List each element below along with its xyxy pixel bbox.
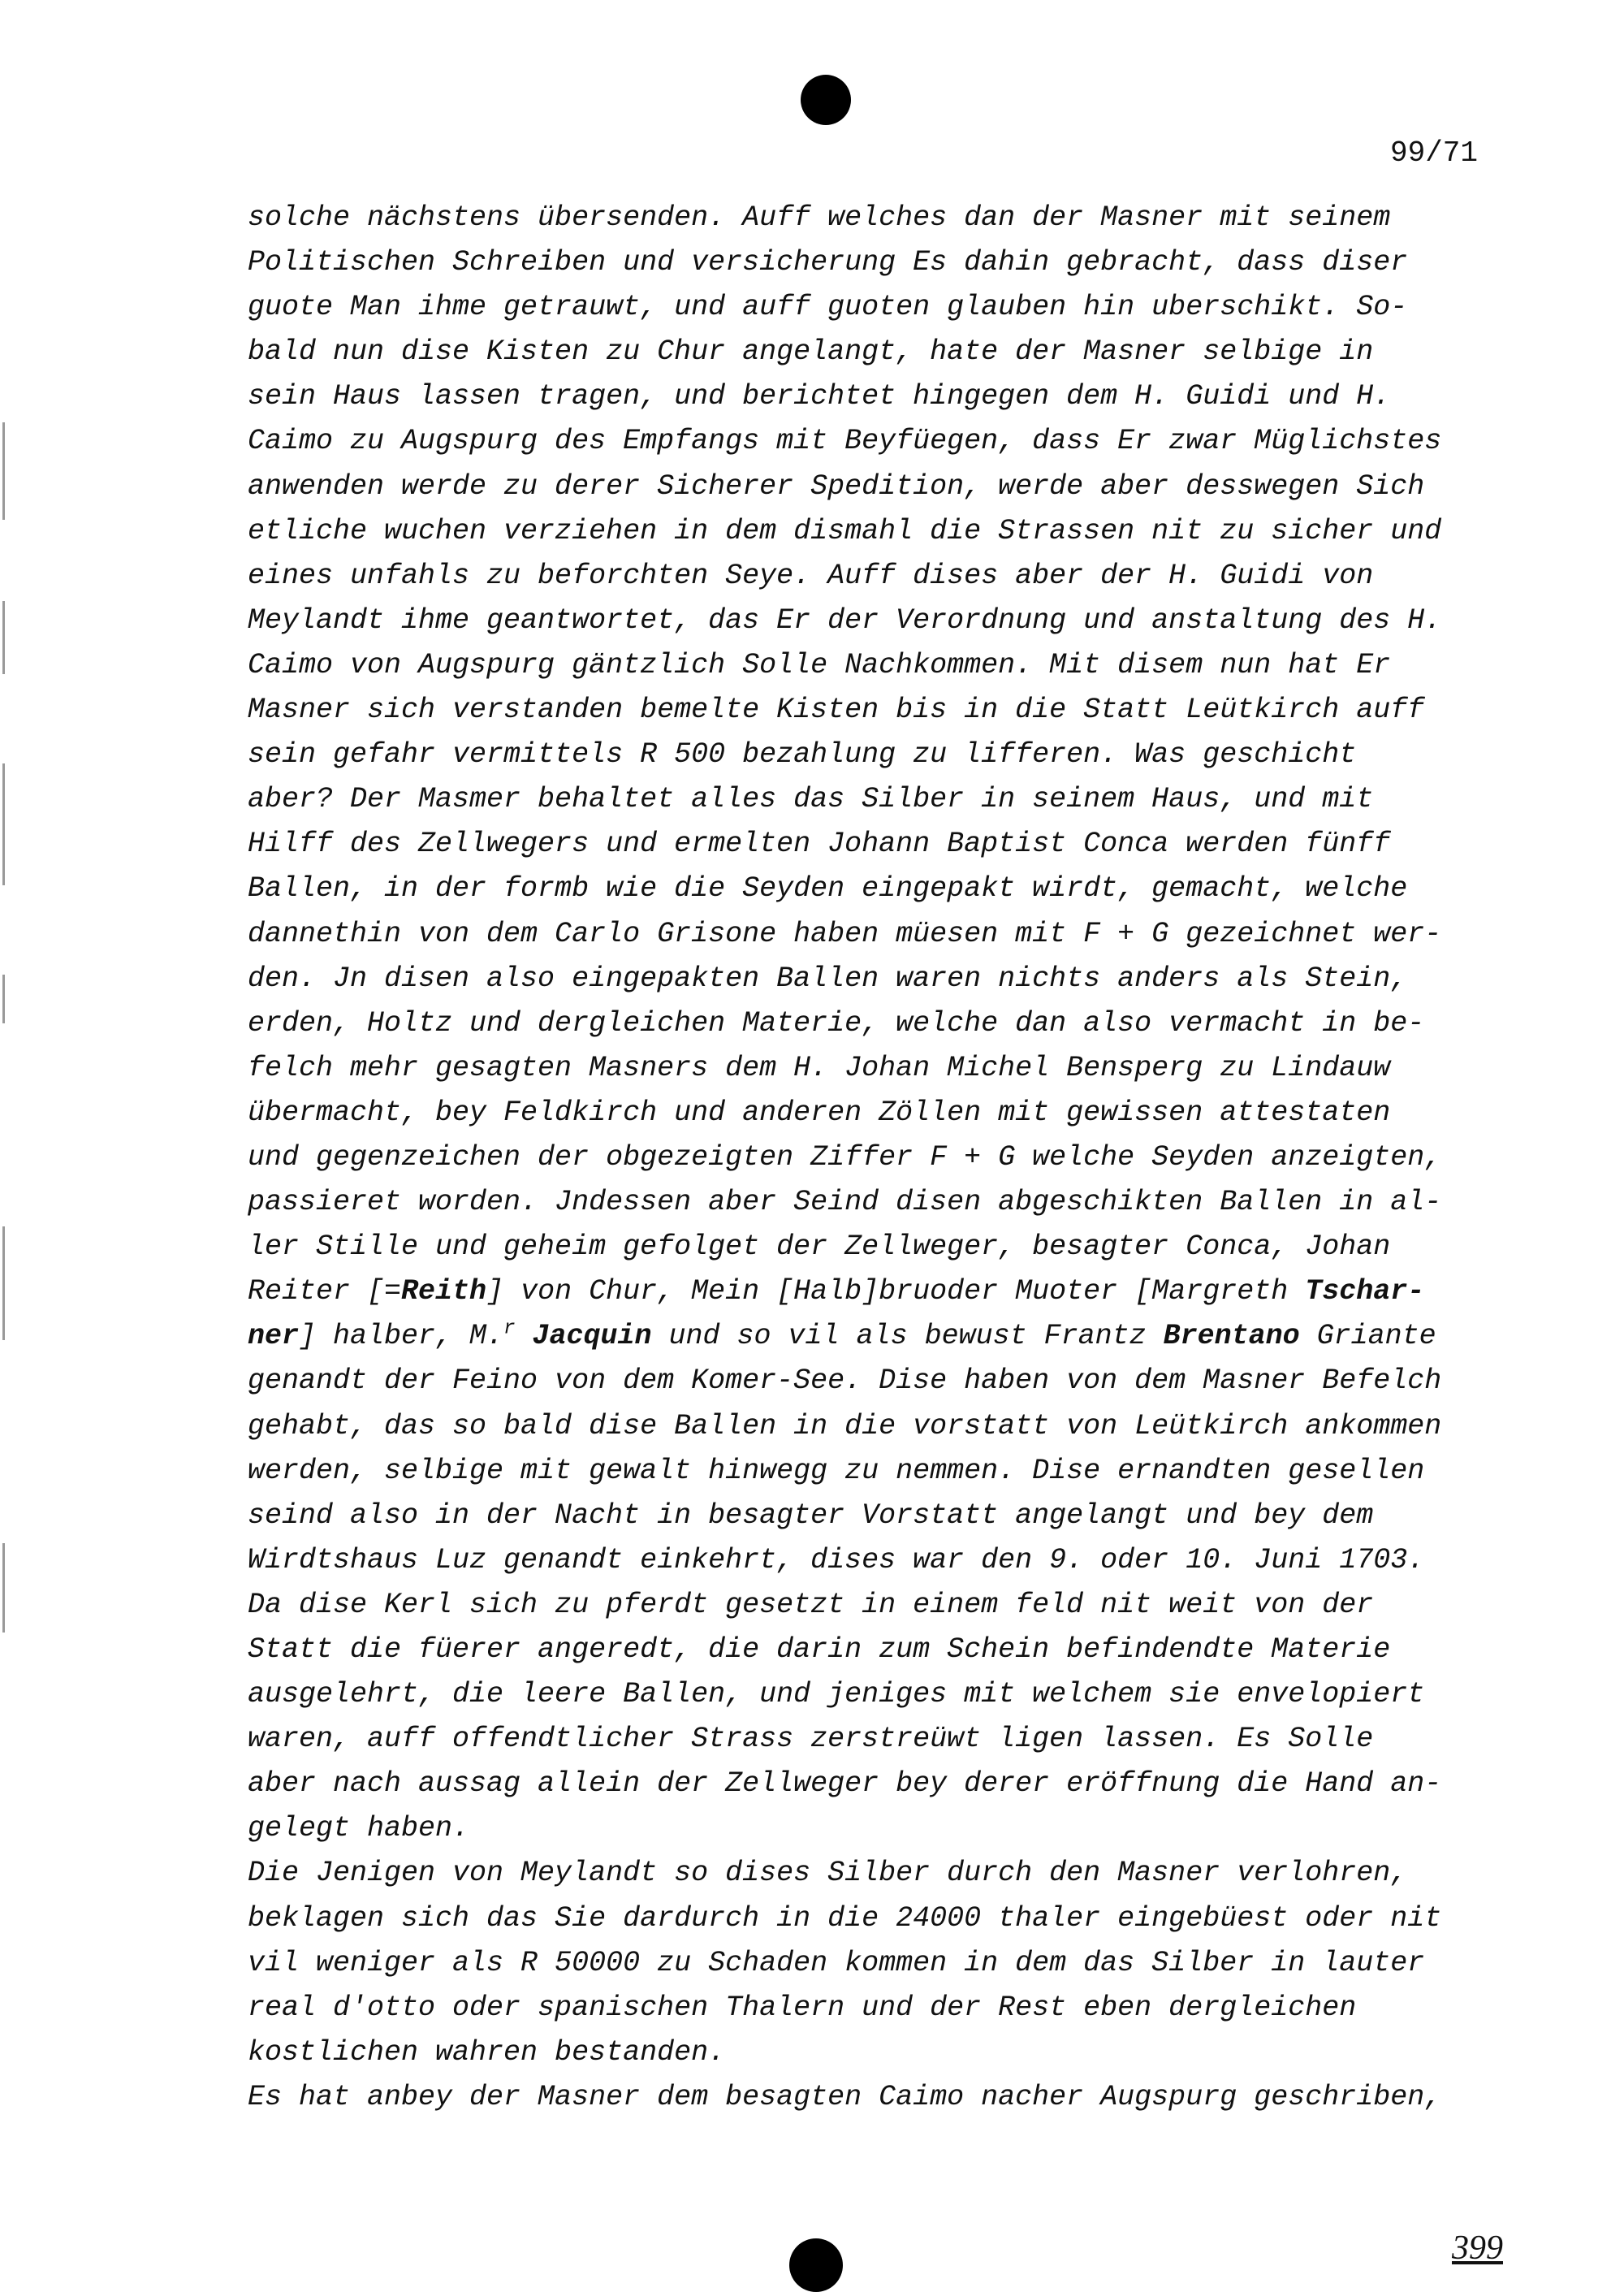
text-segment: etliche wuchen verziehen in dem dismahl die Strassen nit zu sicher und bbox=[248, 514, 1442, 547]
text-line bbox=[248, 1986, 1514, 2030]
text-line bbox=[248, 330, 1514, 374]
text-segment: sein gefahr vermittels R 500 bezahlung zu lifferen. Was geschicht bbox=[248, 738, 1357, 772]
text-segment: Es hat anbey der Masner dem besagten Caimo nacher Augspurg geschriben, bbox=[248, 2080, 1442, 2113]
text-line bbox=[248, 1851, 1514, 1896]
text-segment: vil weniger als R 50000 zu Schaden kommen in dem das Silber in lauter bbox=[248, 1946, 1425, 1979]
text-segment: Griante bbox=[1299, 1320, 1436, 1353]
text-line bbox=[248, 285, 1514, 330]
text-segment: ] halber, M. bbox=[299, 1320, 504, 1353]
text-line bbox=[248, 1896, 1514, 1941]
text-segment: waren, auff offendtlicher Strass zerstreüwt ligen lassen. Es Solle bbox=[248, 1723, 1374, 1756]
text-line bbox=[248, 1941, 1514, 1986]
text-line bbox=[248, 822, 1514, 867]
transcribed-text-body bbox=[248, 196, 1514, 2120]
text-line bbox=[248, 1538, 1514, 1583]
page-number: 99/71 bbox=[1390, 136, 1479, 170]
text-line bbox=[248, 1494, 1514, 1538]
text-segment: ler Stille und geheim gefolget der Zellweger, besagter Conca, Johan bbox=[248, 1230, 1391, 1264]
bold-name: Jacquin bbox=[532, 1320, 652, 1353]
text-segment: Meylandt ihme geantwortet, das Er der Verordnung und anstaltung des H. bbox=[248, 603, 1442, 637]
text-line bbox=[248, 1046, 1514, 1091]
text-segment: Da dise Kerl sich zu pferdt gesetzt in einem feld nit weit von der bbox=[248, 1588, 1374, 1621]
text-segment: gehabt, das so bald dise Ballen in die vorstatt von Leütkirch ankommen bbox=[248, 1409, 1442, 1442]
text-line bbox=[248, 1806, 1514, 1851]
text-segment: seind also in der Nacht in besagter Vorstatt angelangt und bey dem bbox=[248, 1498, 1374, 1532]
text-segment: sein Haus lassen tragen, und berichtet hingegen dem H. Guidi und H. bbox=[248, 380, 1391, 413]
text-line bbox=[248, 733, 1514, 777]
text-line bbox=[248, 1449, 1514, 1494]
text-segment: anwenden werde zu derer Sicherer Spedition, werde aber desswegen Sich bbox=[248, 469, 1425, 503]
text-line bbox=[248, 957, 1514, 1001]
handwritten-folio-number: 399 bbox=[1452, 2229, 1503, 2267]
text-line bbox=[248, 643, 1514, 688]
text-line bbox=[248, 419, 1514, 464]
bold-name: Reith bbox=[401, 1275, 487, 1308]
text-line bbox=[248, 196, 1514, 240]
text-segment: beklagen sich das Sie dardurch in die 24000 thaler eingebüest oder nit bbox=[248, 1901, 1442, 1935]
text-segment: und so vil als bewust Frantz bbox=[651, 1320, 1164, 1353]
text-line bbox=[248, 688, 1514, 733]
text-line bbox=[248, 1672, 1514, 1717]
text-segment: Politischen Schreiben und versicherung Es dahin gebracht, dass diser bbox=[248, 246, 1408, 279]
text-line bbox=[248, 1628, 1514, 1672]
text-line bbox=[248, 1135, 1514, 1180]
text-segment: Wirdtshaus Luz genandt einkehrt, dises war den 9. oder 10. Juni 1703. bbox=[248, 1543, 1425, 1576]
text-segment: Statt die füerer angeredt, die darin zum Schein befindendte Materie bbox=[248, 1633, 1391, 1666]
text-line bbox=[248, 1001, 1514, 1046]
text-line bbox=[248, 1269, 1514, 1314]
text-line bbox=[248, 1583, 1514, 1628]
text-segment: gelegt haben. bbox=[248, 1812, 470, 1845]
text-segment: guote Man ihme getrauwt, und auff guoten glauben hin uberschikt. So- bbox=[248, 291, 1408, 324]
text-line bbox=[248, 465, 1514, 509]
text-segment: und gegenzeichen der obgezeigten Ziffer F + G welche Seyden anzeigten, bbox=[248, 1140, 1442, 1174]
text-line bbox=[248, 554, 1514, 599]
text-segment: aber? Der Masmer behaltet alles das Silber in seinem Haus, und mit bbox=[248, 783, 1374, 816]
superscript: r bbox=[503, 1317, 516, 1340]
text-segment: ] von Chur, Mein [Halb]bruoder Muoter [Margreth bbox=[486, 1275, 1306, 1308]
text-segment: aber nach aussag allein der Zellweger bey derer eröffnung die Hand an- bbox=[248, 1767, 1442, 1801]
text-segment: real d'otto oder spanischen Thalern und der Rest eben dergleichen bbox=[248, 1991, 1357, 2024]
text-segment: Hilff des Zellwegers und ermelten Johann Baptist Conca werden fünff bbox=[248, 828, 1391, 861]
text-line bbox=[248, 599, 1514, 643]
text-line bbox=[248, 1359, 1514, 1403]
text-segment: kostlichen wahren bestanden. bbox=[248, 2035, 726, 2069]
text-segment: passieret worden. Jndessen aber Seind disen abgeschikten Ballen in al- bbox=[248, 1186, 1442, 1219]
text-line bbox=[248, 1762, 1514, 1806]
text-segment: Ballen, in der formb wie die Seyden eingepakt wirdt, gemacht, welche bbox=[248, 872, 1408, 906]
text-line bbox=[248, 912, 1514, 957]
bold-name: Tschar- bbox=[1305, 1275, 1425, 1308]
text-line bbox=[248, 777, 1514, 822]
text-line bbox=[248, 1091, 1514, 1135]
text-line bbox=[248, 509, 1514, 554]
text-line bbox=[248, 240, 1514, 285]
text-segment: felch mehr gesagten Masners dem H. Johan Michel Bensperg zu Lindauw bbox=[248, 1051, 1391, 1084]
text-segment: übermacht, bey Feldkirch und anderen Zöllen mit gewissen attestaten bbox=[248, 1096, 1391, 1129]
text-segment: Reiter [= bbox=[248, 1275, 402, 1308]
text-segment: bald nun dise Kisten zu Chur angelangt, hate der Masner selbige in bbox=[248, 335, 1374, 369]
text-segment: solche nächstens übersenden. Auff welches dan der Masner mit seinem bbox=[248, 201, 1391, 234]
text-segment: genandt der Feino von dem Komer-See. Dise haben von dem Masner Befelch bbox=[248, 1364, 1442, 1398]
text-segment: den. Jn disen also eingepakten Ballen waren nichts anders als Stein, bbox=[248, 962, 1408, 995]
punch-hole-bottom bbox=[789, 2238, 843, 2292]
text-line bbox=[248, 867, 1514, 911]
text-line bbox=[248, 1717, 1514, 1762]
margin-scan-marks bbox=[0, 390, 11, 1771]
text-segment: Masner sich verstanden bemelte Kisten bis in die Statt Leütkirch auff bbox=[248, 694, 1425, 727]
punch-hole-top bbox=[801, 75, 851, 125]
text-segment bbox=[515, 1320, 532, 1352]
text-segment: eines unfahls zu beforchten Seye. Auff dises aber der H. Guidi von bbox=[248, 559, 1374, 592]
bold-name: ner bbox=[248, 1320, 300, 1353]
text-segment: erden, Holtz und dergleichen Materie, welche dan also vermacht in be- bbox=[248, 1006, 1425, 1040]
text-segment: Caimo von Augspurg gäntzlich Solle Nachkommen. Mit disem nun hat Er bbox=[248, 648, 1391, 681]
text-line bbox=[248, 2075, 1514, 2120]
bold-name: Brentano bbox=[1163, 1320, 1300, 1353]
text-segment: ausgelehrt, die leere Ballen, und jeniges mit welchem sie envelopiert bbox=[248, 1678, 1425, 1711]
text-segment: Die Jenigen von Meylandt so dises Silber durch den Masner verlohren, bbox=[248, 1857, 1408, 1890]
text-segment: dannethin von dem Carlo Grisone haben müesen mit F + G gezeichnet wer- bbox=[248, 917, 1442, 950]
text-line bbox=[248, 1180, 1514, 1225]
text-segment: Caimo zu Augspurg des Empfangs mit Beyfüegen, dass Er zwar Müglichstes bbox=[248, 425, 1442, 458]
text-line bbox=[248, 1225, 1514, 1269]
text-segment: werden, selbige mit gewalt hinwegg zu nemmen. Dise ernandten gesellen bbox=[248, 1454, 1425, 1487]
text-line bbox=[248, 1314, 1514, 1359]
text-line bbox=[248, 2030, 1514, 2075]
text-line bbox=[248, 374, 1514, 419]
text-line bbox=[248, 1404, 1514, 1449]
